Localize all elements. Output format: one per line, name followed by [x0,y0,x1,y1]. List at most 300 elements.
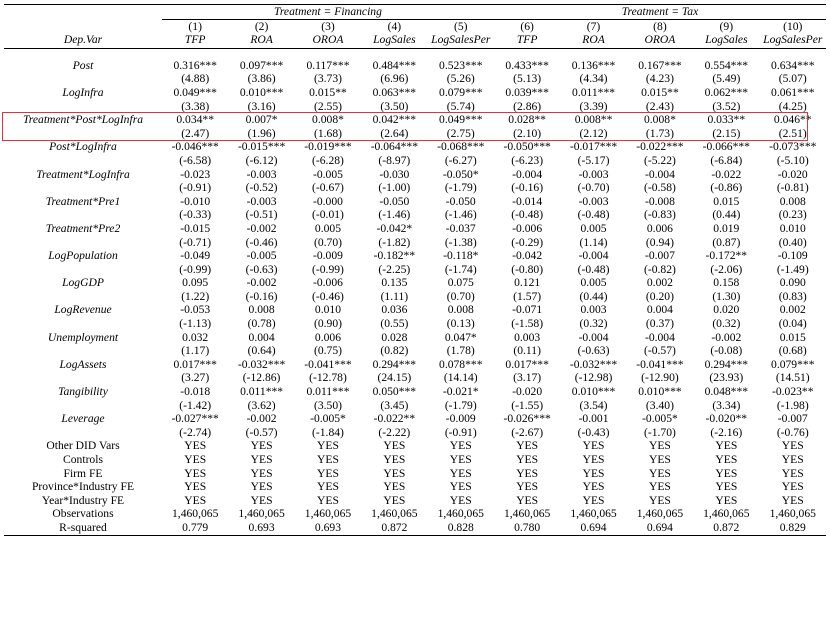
coefficient-value: 0.049*** [173,85,217,99]
tstat-label-empty [4,72,162,86]
tstat-value: (-1.98) [776,398,809,412]
footer-value: 0.829 [760,521,826,535]
tstat-value: (2.75) [446,126,475,140]
tstat-value: (-0.51) [245,208,278,222]
tstat-value: (0.87) [712,235,741,249]
coefficient-value: 0.042*** [372,113,417,127]
dependent-variable: LogSalesPer [760,33,826,48]
tstat-value: (2.15) [712,126,741,140]
coefficient-row [4,140,826,154]
coefficient-value: -0.004 [578,330,609,344]
tstat-value: (1.78) [446,344,475,358]
spacer-cell [4,48,826,59]
footer-label: Controls [63,453,103,466]
tstat-value: (0.37) [645,317,674,331]
column-number: (8) [653,19,667,33]
tstat-value: (3.86) [247,72,276,86]
tstat-value: (-1.84) [312,425,344,439]
tstat-value: (-0.08) [710,344,743,358]
footer-value: YES [715,453,738,466]
coefficient-value: -0.015 [180,221,211,235]
coefficient-value: -0.002 [711,330,742,344]
coefficient-value: 0.090 [779,276,806,290]
tstat-value: (-2.25) [378,262,411,276]
footer-value: YES [383,439,406,453]
footer-value: YES [582,493,605,507]
group-header-financing: Treatment = Financing [162,5,494,20]
footer-value: YES [516,453,539,466]
tstat-value: (-0.91) [179,181,212,195]
tstat-value: (3.54) [579,398,608,412]
footer-value: YES [250,439,273,453]
column-number: (6) [520,19,534,33]
coefficient-row [4,412,826,426]
dependent-variable: TFP [162,33,228,48]
tstat-value: (4.25) [778,99,807,113]
footer-value: YES [516,480,539,494]
tstat-label-empty [4,399,162,413]
tstat-value: (3.17) [513,371,542,385]
coefficient-value: 0.046** [773,113,812,127]
footer-value: YES [648,453,671,466]
footer-value: YES [250,466,273,480]
tstat-value: (-0.29) [511,235,544,249]
tstat-value: (3.16) [247,99,276,113]
coefficient-value: -0.006 [512,221,543,235]
coefficient-value: 0.050*** [372,385,417,399]
coefficient-value: 0.634*** [771,58,815,72]
tstat-value: (-0.63) [577,344,610,358]
tstat-value: (0.23) [778,208,807,222]
footer-value: 1,460,065 [437,507,484,521]
tstat-value: (-0.82) [643,262,676,276]
variable-name: Treatment*LogInfra [36,167,130,181]
coefficient-value: 0.020 [713,303,740,317]
footer-row [4,467,826,481]
footer-label: Observations [52,507,114,521]
tstat-value: (-0.70) [577,181,610,195]
tstat-row [4,154,826,168]
tstat-value: (-1.00) [378,181,411,195]
footer-row [4,494,826,508]
dep-var-label: Dep.Var [4,33,162,48]
coefficient-value: 0.011*** [240,385,284,399]
coefficient-value: 0.006 [646,221,673,235]
coefficient-value: -0.009 [313,249,343,263]
footer-value: YES [582,480,605,494]
tstat-value: (3.27) [181,371,210,385]
tstat-value: (0.68) [778,344,807,358]
coefficient-value: 0.047* [444,330,477,344]
coefficient-value: -0.109 [777,249,808,263]
footer-value: YES [383,453,406,466]
group-header-empty [4,5,162,20]
tstat-value: (-1.46) [444,208,477,222]
tstat-value: (-0.99) [312,262,344,276]
footer-label: R-squared [4,521,162,535]
coefficient-value: -0.023** [771,385,814,399]
coefficient-value: 0.095 [182,276,209,290]
footer-value: 1,460,065 [769,507,816,521]
tstat-row [4,181,826,195]
column-number: (2) [254,19,269,33]
coefficient-value: -0.001 [578,412,609,426]
tstat-value: (-5.22) [643,153,676,167]
coefficient-value: 0.167*** [638,58,682,72]
coefficient-value: -0.022*** [636,140,684,154]
tstat-label-empty [4,127,162,141]
tstat-value: (-0.80) [511,262,544,276]
footer-value: YES [317,493,339,507]
coefficient-value: -0.017*** [569,140,618,154]
footer-value: YES [317,439,339,453]
coefficient-value: 0.523*** [439,58,483,72]
coefficient-value: 0.008** [574,113,613,127]
coefficient-value: -0.014 [512,194,543,208]
coefficient-value: -0.003 [246,167,277,181]
tstat-value: (5.74) [446,99,475,113]
coefficient-value: -0.004 [644,167,675,181]
coefficient-value: 0.010*** [239,85,284,99]
tstat-value: (-12.98) [574,371,613,385]
footer-value: 0.780 [494,521,560,535]
coefficient-value: -0.020 [512,385,543,399]
coefficient-row [4,303,826,317]
footer-row [4,480,826,494]
tstat-row [4,127,826,141]
footer-value: YES [383,466,406,480]
coefficient-value: -0.023 [180,167,211,181]
tstat-value: (-0.91) [444,425,477,439]
coefficient-value: 0.004 [646,303,673,317]
footer-value: YES [250,453,273,466]
footer-value: YES [184,466,207,480]
column-number: (9) [719,19,734,33]
tstat-value: (-1.42) [179,398,212,412]
tstat-label-empty [4,181,162,195]
coefficient-value: -0.037 [445,221,476,235]
coefficient-value: -0.064*** [370,140,419,154]
coefficient-value: 0.484*** [372,58,417,72]
coefficient-value: -0.022** [373,412,416,426]
coefficient-value: -0.182** [373,249,416,263]
footer-label: Year*Industry FE [41,493,125,507]
tstat-value: (-2.22) [378,425,411,439]
coefficient-value: -0.041*** [304,357,352,371]
coefficient-value: 0.049*** [439,113,483,127]
tstat-value: (-0.58) [643,181,676,195]
tstat-value: (-0.48) [577,262,610,276]
tstat-value: (0.40) [778,235,807,249]
tstat-label-empty [4,290,162,304]
coefficient-value: -0.019*** [304,140,352,154]
footer-label: Firm FE [63,466,103,480]
coefficient-value: 0.158 [713,276,740,290]
tstat-value: (0.44) [579,289,608,303]
coefficient-value: 0.554*** [704,58,749,72]
tstat-value: (-1.79) [444,398,477,412]
tstat-value: (-5.10) [776,153,809,167]
footer-value: YES [648,466,671,480]
tstat-row [4,72,826,86]
footer-value: YES [449,466,472,480]
coefficient-value: -0.021* [442,385,479,399]
coefficient-value: -0.010 [180,194,211,208]
tstat-value: (0.13) [446,317,475,331]
tstat-value: (4.88) [181,72,210,86]
coefficient-value: 0.062*** [704,85,749,99]
coefficient-value: -0.020** [705,412,748,426]
coefficient-value: 0.121 [514,276,541,290]
dependent-variable: LogSales [361,33,427,48]
variable-name: Tangibility [58,385,108,399]
coefficient-value: -0.000 [313,194,343,208]
regression-table [4,4,826,536]
coefficient-value: 0.017*** [173,357,217,371]
coefficient-row [4,222,826,236]
coefficient-value: -0.002 [246,221,277,235]
footer-value: 0.779 [162,521,228,535]
tstat-value: (-0.16) [511,181,544,195]
coefficient-value: 0.017*** [505,357,549,371]
footer-value: 0.694 [560,521,626,535]
footer-value: YES [184,493,207,507]
tstat-value: (3.50) [313,398,342,412]
coefficient-value: -0.071 [512,303,543,317]
coefficient-value: 0.008 [447,303,474,317]
tstat-value: (2.86) [513,99,542,113]
variable-name: Post [72,58,94,72]
footer-value: YES [250,493,273,507]
tstat-value: (14.51) [775,371,810,385]
coefficient-row [4,168,826,182]
coefficient-value: -0.050*** [503,140,551,154]
tstat-value: (4.23) [645,72,674,86]
variable-name: Leverage [61,412,105,426]
coefficient-row [4,385,826,399]
footer-value: 1,460,065 [238,507,285,521]
coefficient-value: 0.036 [381,303,408,317]
tstat-value: (-0.48) [511,208,544,222]
tstat-value: (2.12) [579,126,608,140]
footer-value: YES [317,453,339,466]
tstat-value: (-12.78) [309,371,347,385]
footer-value: YES [781,480,804,494]
tstat-value: (-8.97) [378,153,411,167]
coefficient-value: -0.053 [180,303,211,317]
column-number: (4) [387,19,402,33]
tstat-value: (2.51) [778,126,807,140]
tstat-value: (5.07) [778,72,807,86]
coefficient-value: -0.006 [313,276,343,290]
coefficient-value: -0.005 [313,167,343,181]
tstat-value: (-6.27) [444,153,477,167]
footer-row [4,507,826,521]
footer-value: YES [449,493,472,507]
coefficient-value: 0.008 [779,194,806,208]
tstat-value: (-1.74) [444,262,477,276]
column-number: (5) [453,19,468,33]
coefficient-row [4,331,826,345]
coefficient-value: -0.073*** [769,140,817,154]
column-number: (1) [188,19,202,33]
footer-value: YES [383,480,406,494]
group-header-tax: Treatment = Tax [494,5,826,20]
tstat-value: (3.45) [380,398,409,412]
coefficient-value: -0.026*** [503,412,551,426]
coefficient-value: 0.010*** [571,385,616,399]
coefficient-row [4,276,826,290]
tstat-value: (-0.01) [312,208,344,222]
coefficient-value: -0.068*** [437,140,485,154]
footer-value: YES [184,453,207,466]
tstat-row [4,263,826,277]
tstat-row [4,317,826,331]
coefficient-value: -0.020 [777,167,808,181]
footer-label: Province*Industry FE [31,480,135,494]
coefficient-value: 0.010 [779,221,806,235]
footer-value: YES [781,466,804,480]
tstat-row [4,100,826,114]
coefficient-value: -0.172** [705,249,748,263]
tstat-value: (-1.79) [444,181,477,195]
dependent-variable: ROA [560,33,626,48]
coefficient-value: 0.008* [643,113,676,127]
coefficient-value: 0.005 [314,221,342,235]
footer-value: YES [317,466,339,480]
footer-value: YES [516,466,539,480]
footer-value: YES [383,493,406,507]
coefficient-value: -0.018 [180,385,211,399]
footer-value: YES [781,453,804,466]
tstat-label-empty [4,426,162,440]
coefficient-value: 0.039*** [505,85,549,99]
spacer-row [4,48,826,59]
table-body [4,5,826,536]
coefficient-row [4,86,826,100]
coefficient-value: 0.005 [580,276,607,290]
footer-value: YES [449,439,472,453]
column-number-row [4,19,826,33]
tstat-value: (-0.76) [776,425,809,439]
tstat-value: (0.75) [313,344,342,358]
dependent-variable: OROA [627,33,693,48]
tstat-row [4,371,826,385]
coefficient-value: 0.294*** [704,357,749,371]
tstat-value: (-0.52) [245,181,278,195]
footer-value: YES [449,453,472,466]
variable-name: Unemployment [47,330,119,344]
tstat-value: (-0.48) [577,208,610,222]
column-number: (3) [321,19,335,33]
tstat-value: (-0.83) [643,208,676,222]
tstat-value: (3.52) [712,99,741,113]
column-number: (10) [783,19,803,33]
footer-row [4,521,826,535]
tstat-value: (0.78) [247,317,276,331]
footer-value: 1,460,065 [503,507,551,521]
tstat-value: (3.39) [579,99,608,113]
coefficient-value: 0.005 [580,221,607,235]
tstat-value: (-12.86) [242,371,281,385]
footer-value: YES [715,480,738,494]
tstat-value: (0.11) [513,344,541,358]
coefficient-value: 0.002 [779,303,806,317]
variable-name: LogRevenue [54,303,112,317]
tstat-value: (2.55) [313,99,342,113]
variable-name: Post*LogInfra [49,140,117,154]
footer-value: YES [449,480,472,494]
coefficient-value: 0.003 [580,303,607,317]
tstat-value: (-1.38) [444,235,477,249]
coefficient-value: 0.033** [707,113,746,127]
tstat-row [4,344,826,358]
footer-row [4,453,826,467]
dependent-variable: LogSales [693,33,759,48]
coefficient-value: -0.007 [644,249,675,263]
coefficient-value: 0.008* [312,113,344,127]
footer-value: 1,460,065 [703,507,750,521]
coefficient-value: -0.002 [246,412,277,426]
coefficient-row [4,249,826,263]
tstat-value: (-0.33) [179,208,212,222]
column-number: (7) [586,19,601,33]
coefficient-value: 0.004 [248,330,275,344]
coefficient-value: -0.004 [578,249,609,263]
tstat-value: (-0.63) [245,262,278,276]
coefficient-value: -0.027*** [171,412,219,426]
tstat-label-empty [4,236,162,250]
coefficient-value: -0.049 [180,249,211,263]
footer-value: 0.872 [361,521,427,535]
footer-value: YES [184,439,207,453]
coefficient-value: 0.015** [641,85,679,99]
coefficient-value: 0.048*** [704,385,749,399]
coefficient-value: 0.006 [314,330,342,344]
tstat-value: (2.43) [645,99,674,113]
tstat-value: (2.10) [513,126,542,140]
coefficient-value: 0.032 [182,330,209,344]
tstat-value: (3.62) [247,398,276,412]
dependent-variable-row [4,33,826,48]
tstat-value: (14.14) [443,371,478,385]
coefficient-value: -0.041*** [636,357,684,371]
footer-value: 0.693 [228,521,294,535]
footer-value: YES [582,439,605,453]
coefficient-value: 0.010*** [638,385,682,399]
tstat-value: (-1.13) [179,317,212,331]
coefficient-value: -0.118* [443,249,479,263]
footer-value: YES [516,439,539,453]
footer-value: 1,460,065 [636,507,684,521]
variable-name: LogGDP [62,276,104,290]
tstat-value: (0.83) [778,289,807,303]
tstat-value: (0.90) [313,317,342,331]
variable-name: Treatment*Pre2 [45,221,121,235]
coefficient-value: 0.015 [779,330,806,344]
tstat-value: (-5.17) [577,153,610,167]
coefficient-value: -0.042* [376,221,413,235]
coefficient-value: 0.433*** [505,58,549,72]
footer-value: YES [648,493,671,507]
tstat-value: (5.13) [513,72,542,86]
tstat-value: (1.57) [513,289,542,303]
tstat-value: (24.15) [377,371,412,385]
coefficient-value: -0.015*** [237,140,286,154]
tstat-value: (5.26) [446,72,475,86]
tstat-label-empty [4,154,162,168]
tstat-label-empty [4,263,162,277]
